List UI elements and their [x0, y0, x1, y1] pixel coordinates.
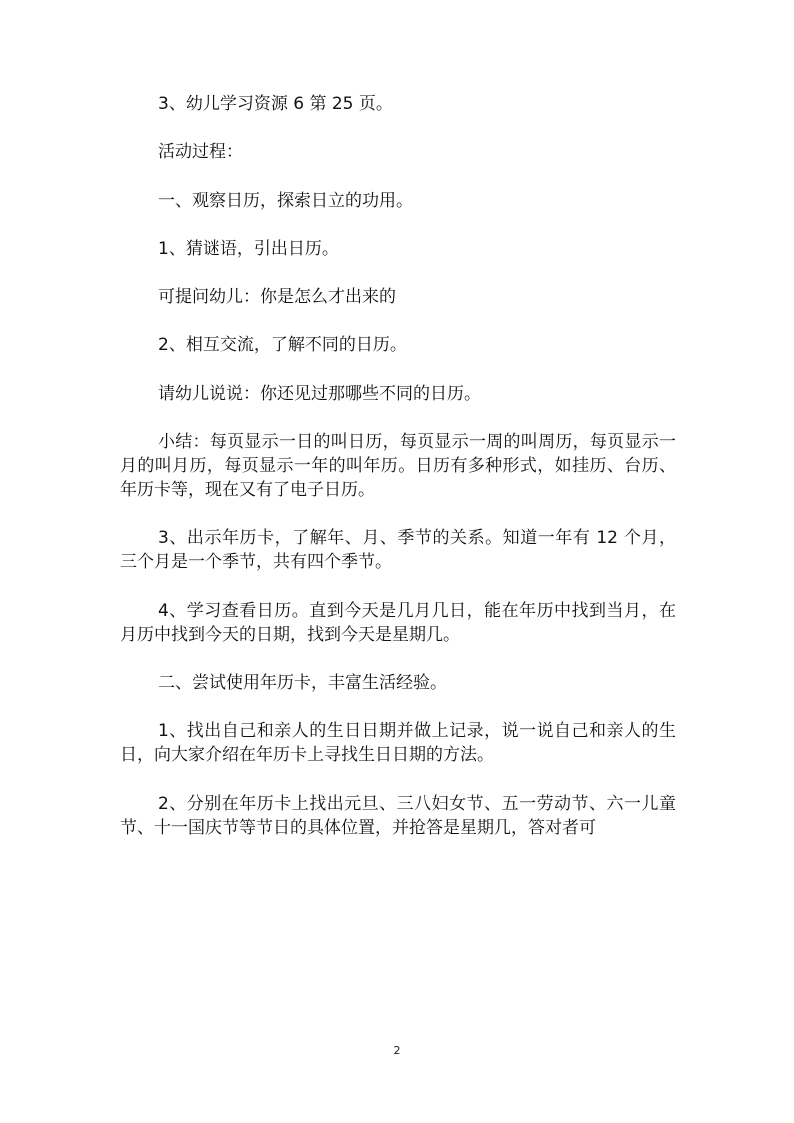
page-number: 2	[393, 1044, 401, 1057]
paragraph: 1、找出自己和亲人的生日日期并做上记录，说一说自己和亲人的生日，向大家介绍在年历卡上寻找生日日期的方法。	[120, 721, 676, 766]
paragraph: 可提问幼儿：你是怎么才出来的	[158, 287, 396, 308]
paragraph: 小结：每页显示一日的叫日历，每页显示一周的叫周历，每页显示一月的叫月历，每页显示一年的叫年历。日历有多种形式，如挂历、台历、年历卡等，现在又有了电子日历。	[120, 432, 676, 501]
document-body	[120, 92, 676, 864]
paragraph: 3、幼儿学习资源 6 第 25 页。	[158, 94, 393, 114]
paragraph: 1、猜谜语，引出日历。	[158, 238, 339, 259]
paragraph: 4、学习查看日历。直到今天是几月几日，能在年历中找到当月，在月历中找到今天的日期，找到今天是星期几。	[120, 600, 676, 645]
paragraph: 请幼儿说说：你还见过那哪些不同的日历。	[158, 383, 481, 404]
paragraph: 一、观察日历，探索日立的功用。	[158, 190, 413, 211]
paragraph: 3、出示年历卡，了解年、月、季节的关系。知道一年有 12 个月，三个月是一个季节，共有四个季节。	[120, 528, 676, 573]
paragraph: 2、分别在年历卡上找出元旦、三八妇女节、五一劳动节、六一儿童节、十一国庆节等节日的具体位置，并抢答是星期几，答对者可	[120, 793, 676, 838]
paragraph: 活动过程：	[158, 142, 243, 163]
paragraph: 2、相互交流，了解不同的日历。	[158, 335, 407, 356]
paragraph: 二、尝试使用年历卡，丰富生活经验。	[158, 672, 447, 693]
